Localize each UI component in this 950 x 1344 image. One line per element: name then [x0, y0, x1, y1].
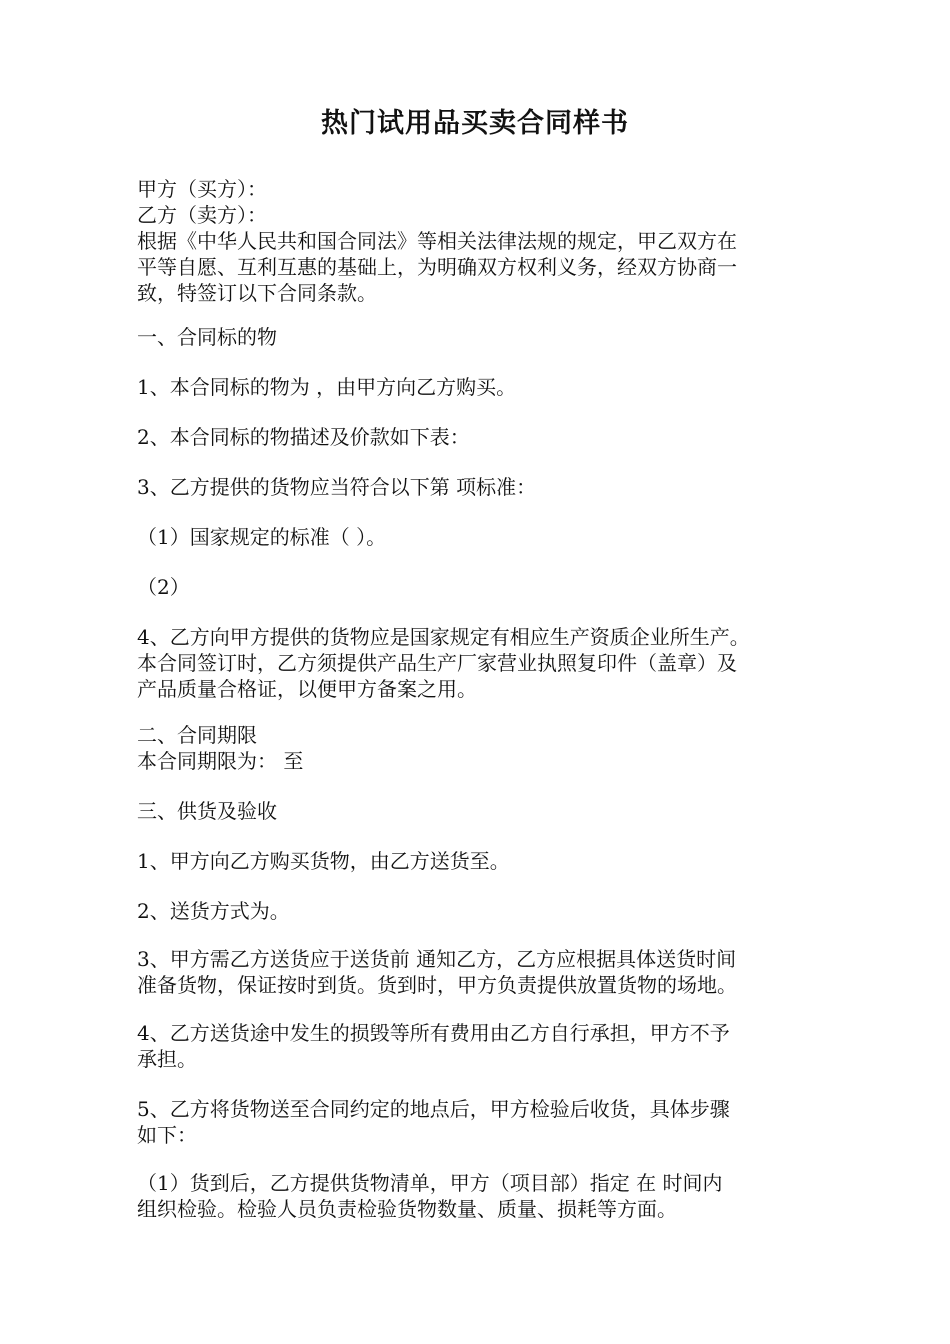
clause-1-4-line-1: 4、乙方向甲方提供的货物应是国家规定有相应生产资质企业所生产。 [137, 625, 750, 649]
clause-3-2: 2、送货方式为。 [137, 899, 290, 923]
clause-1-4-line-3: 产品质量合格证，以便甲方备案之用。 [137, 677, 477, 701]
clause-1-3-item-1: （1）国家规定的标准（ ）。 [137, 525, 387, 549]
clause-1-4-line-2: 本合同签订时，乙方须提供产品生产厂家营业执照复印件（盖章）及 [137, 651, 737, 675]
clause-3-1: 1、甲方向乙方购买货物，由乙方送货至。 [137, 849, 510, 873]
preamble-line-2: 平等自愿、互利互惠的基础上，为明确双方权利义务，经双方协商一 [137, 255, 737, 279]
clause-3-3-line-1: 3、甲方需乙方送货应于送货前 通知乙方，乙方应根据具体送货时间 [137, 947, 737, 971]
clause-1-2: 2、本合同标的物描述及价款如下表： [137, 425, 470, 449]
section-heading-term: 二、合同期限 [137, 723, 257, 747]
section-heading-delivery: 三、供货及验收 [137, 799, 277, 823]
clause-3-4-line-1: 4、乙方送货途中发生的损毁等所有费用由乙方自行承担，甲方不予 [137, 1021, 730, 1045]
preamble-line-1: 根据《中华人民共和国合同法》等相关法律法规的规定，甲乙双方在 [137, 229, 737, 253]
preamble-line-3: 致，特签订以下合同条款。 [137, 281, 377, 305]
clause-1-3: 3、乙方提供的货物应当符合以下第 项标准： [137, 475, 537, 499]
clause-3-3-line-2: 准备货物，保证按时到货。货到时，甲方负责提供放置货物的场地。 [137, 973, 737, 997]
document-title: 热门试用品买卖合同样书 [321, 108, 629, 139]
clause-3-5-line-2: 如下： [137, 1123, 197, 1147]
clause-3-5-item-1-line-2: 组织检验。检验人员负责检验货物数量、质量、损耗等方面。 [137, 1197, 677, 1221]
term-line: 本合同期限为： 至 [137, 749, 304, 773]
party-b-line: 乙方（卖方）： [137, 203, 267, 227]
clause-3-4-line-2: 承担。 [137, 1047, 197, 1071]
section-heading-subject: 一、合同标的物 [137, 325, 277, 349]
clause-1-1: 1、本合同标的物为 ，由甲方向乙方购买。 [137, 375, 517, 399]
party-a-line: 甲方（买方）： [137, 177, 267, 201]
clause-3-5-line-1: 5、乙方将货物送至合同约定的地点后，甲方检验后收货，具体步骤 [137, 1097, 730, 1121]
clause-3-5-item-1-line-1: （1）货到后，乙方提供货物清单，甲方（项目部）指定 在 时间内 [137, 1171, 723, 1195]
clause-1-3-item-2: （2） [137, 575, 190, 599]
